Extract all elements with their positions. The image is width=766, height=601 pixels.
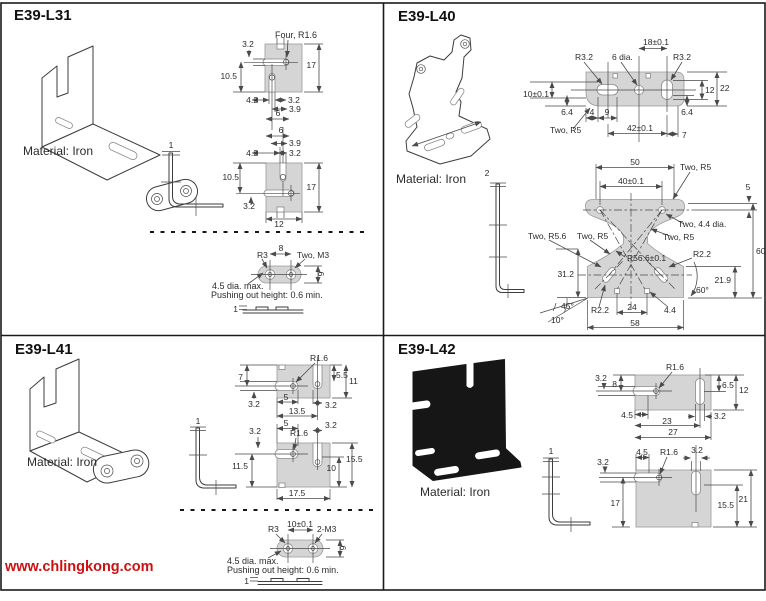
dim-label: 7 [238, 372, 243, 382]
dim-label: 21.9 [714, 275, 731, 285]
dim-label: Two, R5 [577, 231, 609, 241]
dimension-figure-upper [235, 353, 358, 420]
material-label: Material: Iron [27, 455, 98, 469]
dim-label: 15.5 [717, 500, 734, 510]
dim-label: Two, R5 [680, 162, 712, 172]
dim-label: 7 [682, 130, 687, 140]
dim-label: 21 [738, 494, 748, 504]
dimension-figure-lower [222, 125, 323, 229]
dim-label: 3.2 [243, 201, 255, 211]
dim-label: R56.6±0.1 [627, 253, 667, 263]
mounting-plate-figure [227, 519, 348, 586]
dim-label: R1.6 [660, 447, 678, 457]
dim-label: 11 [349, 376, 358, 386]
dim-label: 3.2 [289, 148, 301, 158]
dim-label: 3.9 [289, 104, 301, 114]
dimension-figure-upper [220, 30, 323, 130]
mounting-plate-figure [211, 243, 329, 314]
dim-label: 4.5 [621, 410, 633, 420]
panel-title-e39-l31: E39-L31 [14, 7, 72, 24]
dim-label: 11.5 [232, 461, 248, 471]
panel-e39-l41 [15, 341, 374, 586]
dim-label: 6 [275, 108, 281, 118]
dim-label: R2.2 [693, 249, 711, 259]
dim-label: 3.2 [597, 457, 609, 467]
dim-label: 4.5 [636, 447, 648, 457]
note-label: Pushing out height: 0.6 min. [227, 565, 339, 575]
side-profile-view [542, 446, 590, 532]
dim-label: 5 [283, 418, 289, 428]
dim-label: 1 [168, 140, 174, 150]
dim-label: 10.5 [220, 71, 237, 81]
dim-label: 3.2 [249, 426, 261, 436]
dim-label: 1 [233, 304, 238, 314]
dim-label: 3.2 [248, 399, 260, 409]
dim-label: 10 [326, 463, 336, 473]
dim-label: 17 [610, 498, 620, 508]
dim-label: 3.9 [289, 138, 301, 148]
dim-label: R1.6 [666, 362, 684, 372]
note-label: Pushing out height: 0.6 min. [211, 290, 323, 300]
isometric-bracket [42, 46, 200, 213]
dim-label: R1.6 [290, 428, 308, 438]
dim-label: 3.2 [325, 400, 337, 410]
dim-label: 10° [551, 315, 564, 325]
dim-label: Two, R5 [663, 232, 695, 242]
dim-label: 58 [630, 318, 640, 328]
dim-label: 17 [306, 60, 316, 70]
dim-label: 5.5 [336, 370, 348, 380]
panel-title-e39-l42: E39-L42 [398, 341, 456, 358]
dim-label: R3.2 [673, 52, 691, 62]
dim-label: 45° [561, 301, 574, 311]
dimension-figure-lower [597, 445, 757, 527]
side-profile-view [485, 168, 524, 298]
dim-label: 12 [705, 85, 715, 95]
dim-label: 24 [627, 302, 637, 312]
panel-title-e39-l40: E39-L40 [398, 8, 456, 25]
dim-label: 6.4 [561, 107, 573, 117]
note-label: 4.5 dia. max. [227, 556, 279, 566]
dimension-figure-lower [232, 418, 363, 500]
dim-label: 42±0.1 [627, 123, 653, 133]
dim-label: Four, R1.6 [275, 30, 318, 40]
isometric-bracket [404, 35, 490, 164]
dim-label: 4.2 [246, 148, 258, 158]
dim-label: 3.2 [325, 420, 337, 430]
dim-label: 5 [745, 182, 751, 192]
dim-label: 10±0.1 [287, 519, 313, 529]
panel-e39-l40 [396, 8, 766, 330]
panel-title-e39-l41: E39-L41 [15, 341, 73, 358]
dim-label: 17.5 [288, 488, 306, 498]
dim-label: 4 [589, 107, 595, 117]
dim-label: 3.2 [242, 39, 254, 49]
dim-label: 1 [195, 416, 201, 426]
dim-label: R3 [268, 524, 279, 534]
dim-label: 5 [283, 392, 289, 402]
side-profile-view [161, 140, 223, 216]
dim-label: 27 [668, 427, 678, 437]
dim-label: Two, 4.4 dia. [678, 219, 727, 229]
dimension-figure-upper [595, 362, 749, 440]
dim-label: 60 [756, 246, 766, 256]
dim-label: 2-M3 [317, 524, 337, 534]
dim-label: 12 [739, 385, 749, 395]
dim-label: 6 dia. [612, 52, 633, 62]
dim-label: 13.5 [288, 406, 306, 416]
dim-label: 12 [274, 219, 284, 229]
watermark-link: www.chlingkong.com [5, 559, 154, 575]
dim-label: 15.5 [346, 454, 363, 464]
dim-label: 4.4 [664, 305, 676, 315]
dimension-figure-butterfly [528, 157, 766, 330]
dimension-figure-plate [523, 37, 730, 142]
dim-label: 3.2 [714, 411, 726, 421]
material-label: Material: Iron [420, 485, 491, 499]
dim-label: 2 [484, 168, 490, 178]
dim-label: 10±0.1 [523, 89, 549, 99]
side-profile-view [189, 416, 236, 495]
dim-label: 9 [604, 107, 610, 117]
dim-label: Two, M3 [297, 250, 330, 260]
material-label: Material: Iron [396, 172, 467, 186]
dim-label: 4.2 [246, 95, 258, 105]
dim-label: 3.2 [288, 95, 300, 105]
dim-label: 18±0.1 [643, 37, 669, 47]
dim-label: R1.6 [310, 353, 328, 363]
dim-label: 50 [630, 157, 640, 167]
dim-label: 6.5 [722, 380, 734, 390]
dim-label: 6 [316, 271, 326, 277]
panel-e39-l42 [398, 341, 757, 532]
dim-label: 3.2 [595, 373, 607, 383]
dim-label: 23 [662, 416, 672, 426]
dim-label: 8 [612, 379, 617, 389]
panel-e39-l31 [14, 7, 368, 314]
dim-label: 40±0.1 [618, 176, 644, 186]
note-label: 4.5 dia. max. [212, 281, 264, 291]
dim-label: 1 [548, 446, 554, 456]
dim-label: 1 [244, 576, 249, 586]
dim-label: R2.2 [591, 305, 609, 315]
dim-label: 6.4 [681, 107, 693, 117]
dim-label: 22 [720, 83, 730, 93]
dim-label: 10.5 [222, 172, 239, 182]
material-label: Material: Iron [23, 144, 94, 158]
dim-label: 8 [278, 243, 284, 253]
dim-label: 60° [696, 285, 709, 295]
dim-label: 17 [306, 182, 316, 192]
dim-label: 6 [278, 125, 284, 135]
dim-label: 3.2 [691, 445, 703, 455]
isometric-bracket-black [407, 360, 521, 481]
dim-label: Two, R5.6 [528, 231, 567, 241]
dim-label: 6 [338, 545, 348, 551]
dim-label: R3 [257, 250, 268, 260]
dim-label: R3.2 [575, 52, 593, 62]
dim-label: Two, R5 [550, 125, 582, 135]
dim-label: 31.2 [557, 269, 574, 279]
